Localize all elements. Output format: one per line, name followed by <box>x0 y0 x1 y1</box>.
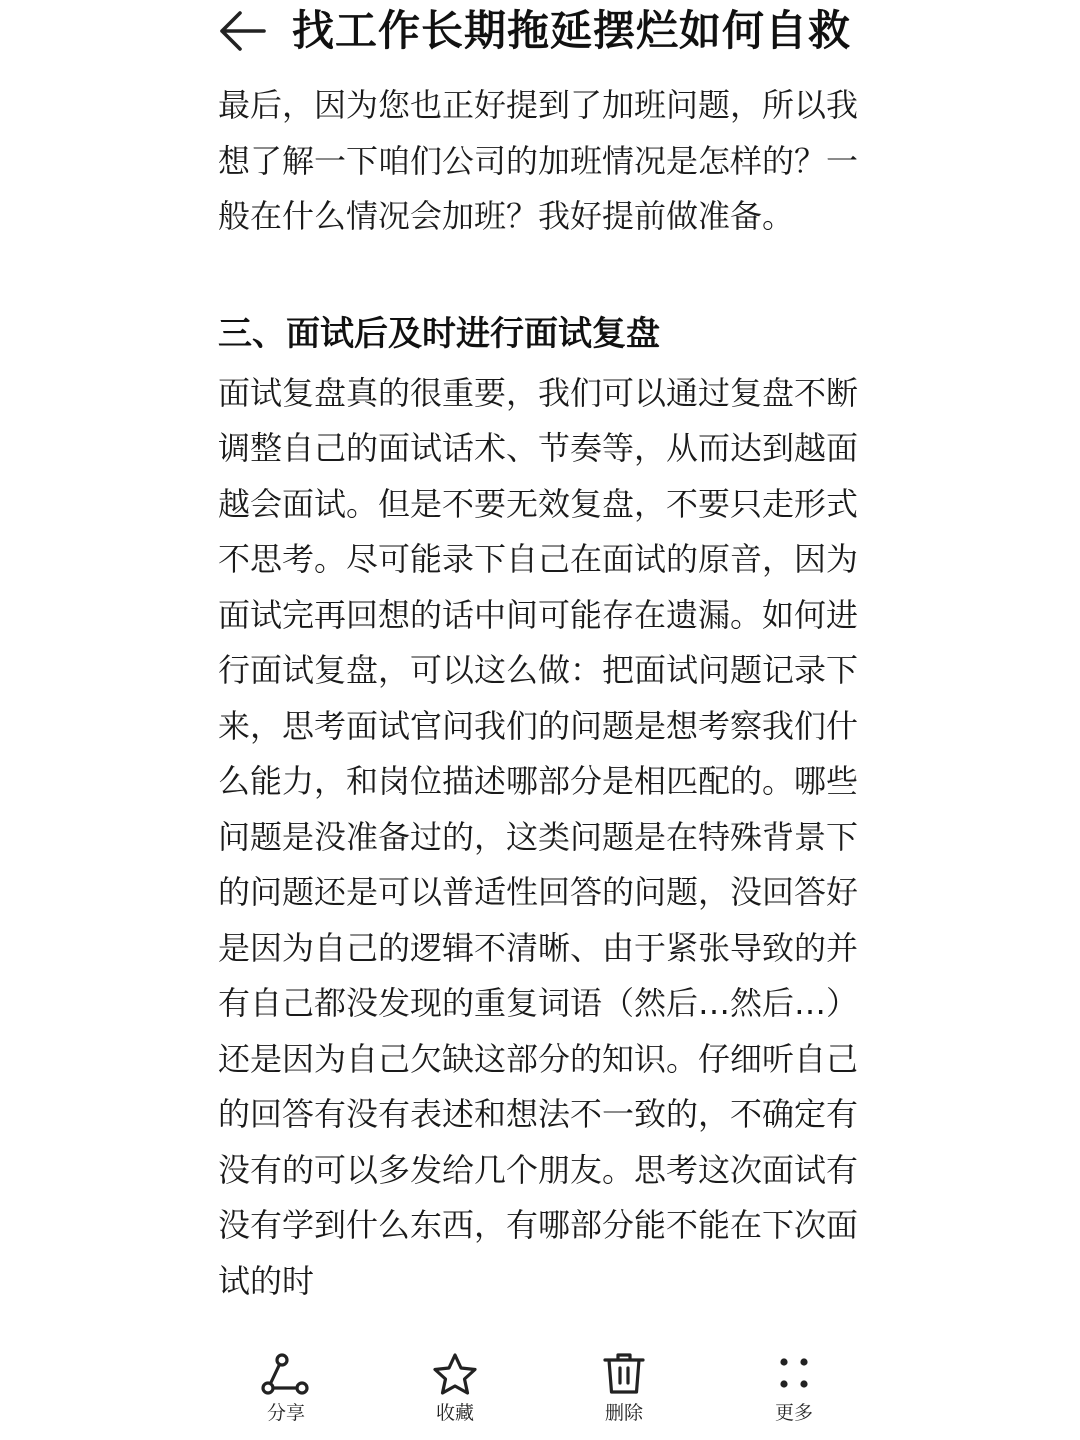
delete-label: 删除 <box>604 1402 643 1424</box>
share-icon <box>260 1352 312 1396</box>
header-bar <box>0 0 1080 70</box>
paragraph-review: 面试复盘真的很重要，我们可以通过复盘不断调整自己的面试话术、节奏等，从而达到越面越会面试。但是不要无效复盘，不要只走形式不思考。尽可能录下自己在面试的原音，因为面试完再回想的话中间可能存在遗漏。如何进行面试复盘，可以这么做：把面试问题记录下来，思考面试官问我们的问题是想考察我们什么能力，和岗位描述哪部分是相匹配的。哪些问题是没准备过的，这类问题是在特殊背景下的问题还是可以普适性回答的问题，没回答好是因为自己的逻辑不清晰、由于紧张导致的并有自己都没发现的重复词语（然后…然后…）还是因为自己欠缺这部分的知识。仔细听自己的回答有没有表述和想法不一致的，不确定有没有的可以多发给几个朋友。思考这次面试有没有学到什么东西，有哪部分能不能在下次面试的时 <box>218 373 859 1300</box>
page-title: 找工作长期拖延摆烂如何自救 <box>292 6 852 55</box>
arrow-left-icon <box>214 6 270 56</box>
more-label: 更多 <box>774 1402 813 1424</box>
bottom-toolbar <box>0 1338 1080 1440</box>
star-icon <box>430 1352 480 1396</box>
share-label: 分享 <box>266 1402 305 1424</box>
section-heading: 三、面试后及时进行面试复盘 <box>218 313 660 354</box>
article-scroll-area[interactable] <box>0 70 1080 1338</box>
paragraph-overtime: 最后，因为您也正好提到了加班问题，所以我想了解一下咱们公司的加班情况是怎样的？一般在什么情况会加班？我好提前做准备。 <box>218 86 859 235</box>
share-button[interactable] <box>231 1352 341 1436</box>
article-body <box>218 78 858 1309</box>
more-dots-icon <box>770 1352 818 1396</box>
delete-button[interactable] <box>569 1352 679 1436</box>
more-button[interactable] <box>739 1352 849 1436</box>
favorite-button[interactable] <box>400 1352 510 1436</box>
favorite-label: 收藏 <box>435 1402 474 1424</box>
back-button[interactable] <box>214 6 270 56</box>
trash-icon <box>600 1352 648 1396</box>
paragraph-spacer <box>218 245 858 302</box>
